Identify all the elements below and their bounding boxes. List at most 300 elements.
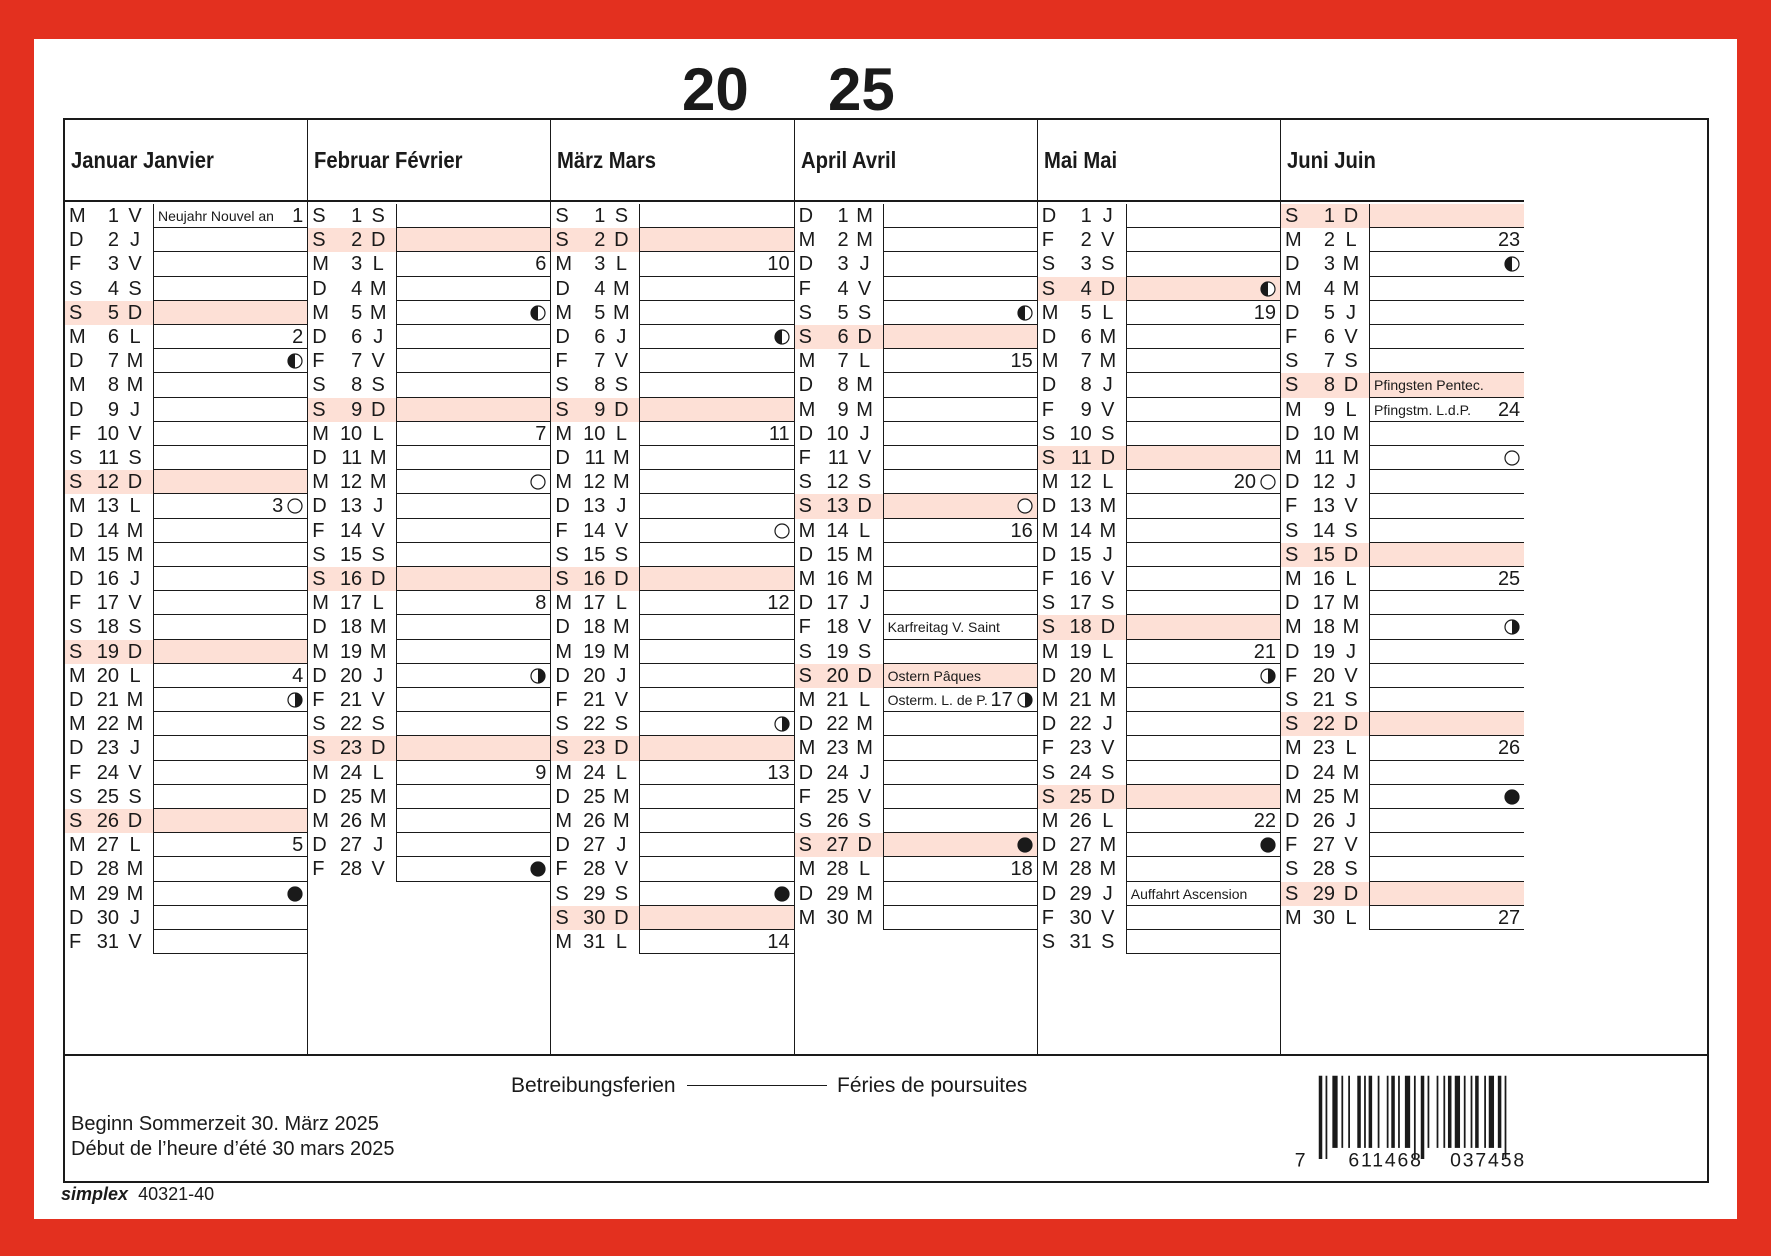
day-note-box[interactable]: [639, 882, 793, 906]
day-row[interactable]: [308, 688, 550, 712]
day-note-box[interactable]: [639, 470, 793, 494]
day-note-box[interactable]: [1369, 519, 1524, 543]
day-note-box[interactable]: [883, 446, 1037, 470]
day-note-box[interactable]: [153, 228, 307, 252]
day-row[interactable]: [1038, 325, 1280, 349]
day-note-box[interactable]: [153, 446, 307, 470]
day-note-box[interactable]: [153, 543, 307, 567]
day-row[interactable]: [1038, 615, 1280, 639]
day-row[interactable]: [1281, 591, 1524, 615]
day-row[interactable]: [308, 446, 550, 470]
day-note-box[interactable]: [639, 567, 793, 591]
day-row[interactable]: [1281, 857, 1524, 881]
day-row[interactable]: [1038, 736, 1280, 760]
day-row[interactable]: [308, 277, 550, 301]
day-row[interactable]: [551, 494, 793, 518]
day-row[interactable]: [1038, 252, 1280, 276]
day-note-box[interactable]: [883, 301, 1037, 325]
day-note-box[interactable]: [1369, 906, 1524, 930]
day-row[interactable]: [551, 857, 793, 881]
day-row[interactable]: [795, 785, 1037, 809]
day-row[interactable]: [308, 422, 550, 446]
day-row[interactable]: [551, 204, 793, 228]
day-note-box[interactable]: [1369, 664, 1524, 688]
day-note-box[interactable]: [1369, 688, 1524, 712]
day-row[interactable]: [795, 736, 1037, 760]
day-note-box[interactable]: [883, 470, 1037, 494]
day-row[interactable]: [795, 470, 1037, 494]
day-row[interactable]: [1038, 277, 1280, 301]
day-note-box[interactable]: [153, 567, 307, 591]
day-row[interactable]: [65, 422, 307, 446]
day-row[interactable]: [1281, 664, 1524, 688]
day-note-box[interactable]: [1369, 640, 1524, 664]
day-note-box[interactable]: [883, 640, 1037, 664]
day-note-box[interactable]: [883, 761, 1037, 785]
day-row[interactable]: [1281, 567, 1524, 591]
day-row[interactable]: [551, 882, 793, 906]
day-note-box[interactable]: [883, 252, 1037, 276]
day-row[interactable]: [1281, 470, 1524, 494]
day-row[interactable]: [65, 373, 307, 397]
day-row[interactable]: [795, 228, 1037, 252]
day-note-box[interactable]: [1126, 446, 1280, 470]
day-note-box[interactable]: [1369, 398, 1524, 422]
day-note-box[interactable]: [1369, 470, 1524, 494]
day-row[interactable]: [795, 543, 1037, 567]
day-row[interactable]: [1038, 688, 1280, 712]
day-note-box[interactable]: [883, 567, 1037, 591]
day-note-box[interactable]: [1126, 664, 1280, 688]
day-row[interactable]: [1281, 640, 1524, 664]
day-note-box[interactable]: [396, 252, 550, 276]
day-row[interactable]: [1038, 228, 1280, 252]
day-note-box[interactable]: [396, 761, 550, 785]
day-note-box[interactable]: [396, 712, 550, 736]
day-note-box[interactable]: [153, 688, 307, 712]
day-row[interactable]: [308, 349, 550, 373]
day-row[interactable]: [795, 688, 1037, 712]
day-row[interactable]: [1038, 640, 1280, 664]
day-row[interactable]: [1038, 446, 1280, 470]
day-note-box[interactable]: [153, 325, 307, 349]
day-note-box[interactable]: [153, 422, 307, 446]
day-note-box[interactable]: [639, 228, 793, 252]
day-note-box[interactable]: [396, 785, 550, 809]
day-row[interactable]: [1281, 204, 1524, 228]
day-row[interactable]: [65, 543, 307, 567]
day-note-box[interactable]: [396, 325, 550, 349]
day-note-box[interactable]: [1369, 712, 1524, 736]
day-note-box[interactable]: [639, 446, 793, 470]
day-note-box[interactable]: [1126, 906, 1280, 930]
day-note-box[interactable]: [396, 591, 550, 615]
day-row[interactable]: [308, 301, 550, 325]
day-note-box[interactable]: [639, 204, 793, 228]
day-row[interactable]: [795, 833, 1037, 857]
day-note-box[interactable]: [639, 833, 793, 857]
day-note-box[interactable]: [153, 519, 307, 543]
day-note-box[interactable]: [153, 882, 307, 906]
day-row[interactable]: [551, 930, 793, 954]
day-note-box[interactable]: [639, 785, 793, 809]
day-row[interactable]: [308, 736, 550, 760]
day-note-box[interactable]: [883, 349, 1037, 373]
day-row[interactable]: [65, 930, 307, 954]
day-note-box[interactable]: [883, 373, 1037, 397]
day-note-box[interactable]: [883, 833, 1037, 857]
day-note-box[interactable]: [396, 398, 550, 422]
day-note-box[interactable]: [883, 204, 1037, 228]
day-note-box[interactable]: [883, 882, 1037, 906]
day-note-box[interactable]: [153, 301, 307, 325]
day-note-box[interactable]: [396, 470, 550, 494]
day-row[interactable]: [795, 519, 1037, 543]
day-note-box[interactable]: [1126, 640, 1280, 664]
day-row[interactable]: [1281, 277, 1524, 301]
day-note-box[interactable]: [883, 591, 1037, 615]
day-row[interactable]: [795, 567, 1037, 591]
day-row[interactable]: [308, 761, 550, 785]
day-note-box[interactable]: [1369, 809, 1524, 833]
day-row[interactable]: [551, 615, 793, 639]
day-row[interactable]: [551, 785, 793, 809]
day-row[interactable]: [1038, 809, 1280, 833]
day-note-box[interactable]: [1369, 567, 1524, 591]
day-row[interactable]: [1038, 882, 1280, 906]
day-note-box[interactable]: [1126, 688, 1280, 712]
day-note-box[interactable]: [1126, 277, 1280, 301]
day-note-box[interactable]: [639, 494, 793, 518]
day-row[interactable]: [65, 301, 307, 325]
day-note-box[interactable]: [1126, 519, 1280, 543]
day-note-box[interactable]: [396, 567, 550, 591]
day-row[interactable]: [308, 470, 550, 494]
day-row[interactable]: [308, 252, 550, 276]
day-note-box[interactable]: [153, 785, 307, 809]
day-note-box[interactable]: [883, 325, 1037, 349]
day-note-box[interactable]: [396, 664, 550, 688]
day-note-box[interactable]: [883, 664, 1037, 688]
day-row[interactable]: [795, 422, 1037, 446]
day-note-box[interactable]: [1126, 543, 1280, 567]
day-note-box[interactable]: [1369, 494, 1524, 518]
day-note-box[interactable]: [1369, 882, 1524, 906]
day-row[interactable]: [65, 398, 307, 422]
day-note-box[interactable]: [1126, 398, 1280, 422]
day-row[interactable]: [1281, 398, 1524, 422]
day-note-box[interactable]: [1126, 930, 1280, 954]
day-row[interactable]: [551, 543, 793, 567]
day-row[interactable]: [795, 446, 1037, 470]
day-note-box[interactable]: [153, 809, 307, 833]
day-note-box[interactable]: [153, 373, 307, 397]
day-row[interactable]: [1038, 301, 1280, 325]
day-row[interactable]: [795, 277, 1037, 301]
day-note-box[interactable]: [1126, 252, 1280, 276]
day-row[interactable]: [65, 277, 307, 301]
day-row[interactable]: [308, 228, 550, 252]
day-row[interactable]: [795, 252, 1037, 276]
day-row[interactable]: [65, 228, 307, 252]
day-row[interactable]: [308, 664, 550, 688]
day-row[interactable]: [795, 906, 1037, 930]
day-row[interactable]: [65, 591, 307, 615]
day-row[interactable]: [1038, 761, 1280, 785]
day-note-box[interactable]: [396, 204, 550, 228]
day-row[interactable]: [551, 906, 793, 930]
day-note-box[interactable]: [639, 688, 793, 712]
day-row[interactable]: [1038, 906, 1280, 930]
day-note-box[interactable]: [639, 373, 793, 397]
day-note-box[interactable]: [883, 422, 1037, 446]
day-note-box[interactable]: [1126, 373, 1280, 397]
day-note-box[interactable]: [153, 640, 307, 664]
day-note-box[interactable]: [1369, 204, 1524, 228]
day-note-box[interactable]: [396, 422, 550, 446]
day-note-box[interactable]: [396, 736, 550, 760]
day-row[interactable]: [65, 494, 307, 518]
day-note-box[interactable]: [396, 228, 550, 252]
day-row[interactable]: [65, 906, 307, 930]
day-row[interactable]: [308, 785, 550, 809]
day-note-box[interactable]: [883, 398, 1037, 422]
day-row[interactable]: [308, 543, 550, 567]
day-note-box[interactable]: [1126, 809, 1280, 833]
day-row[interactable]: [65, 882, 307, 906]
day-note-box[interactable]: [1126, 736, 1280, 760]
day-row[interactable]: [65, 470, 307, 494]
day-note-box[interactable]: [883, 809, 1037, 833]
day-note-box[interactable]: [1126, 615, 1280, 639]
day-row[interactable]: [1038, 398, 1280, 422]
day-row[interactable]: [1281, 494, 1524, 518]
day-row[interactable]: [551, 373, 793, 397]
day-row[interactable]: [795, 615, 1037, 639]
day-note-box[interactable]: [396, 833, 550, 857]
day-row[interactable]: [1281, 252, 1524, 276]
day-row[interactable]: [1281, 543, 1524, 567]
day-note-box[interactable]: [1126, 567, 1280, 591]
day-note-box[interactable]: [396, 446, 550, 470]
day-note-box[interactable]: [1126, 882, 1280, 906]
day-row[interactable]: [65, 785, 307, 809]
day-row[interactable]: [65, 204, 307, 228]
day-row[interactable]: [1038, 373, 1280, 397]
day-row[interactable]: [795, 349, 1037, 373]
day-row[interactable]: [1281, 736, 1524, 760]
day-note-box[interactable]: [883, 519, 1037, 543]
day-row[interactable]: [1038, 857, 1280, 881]
day-note-box[interactable]: [883, 228, 1037, 252]
day-row[interactable]: [795, 664, 1037, 688]
day-note-box[interactable]: [153, 930, 307, 954]
day-note-box[interactable]: [883, 906, 1037, 930]
day-row[interactable]: [551, 228, 793, 252]
day-row[interactable]: [1281, 349, 1524, 373]
day-row[interactable]: [65, 640, 307, 664]
day-row[interactable]: [65, 567, 307, 591]
day-row[interactable]: [1281, 906, 1524, 930]
day-row[interactable]: [1281, 228, 1524, 252]
day-note-box[interactable]: [639, 906, 793, 930]
day-note-box[interactable]: [1369, 252, 1524, 276]
day-row[interactable]: [1038, 204, 1280, 228]
day-row[interactable]: [551, 349, 793, 373]
day-note-box[interactable]: [639, 857, 793, 881]
day-note-box[interactable]: [396, 373, 550, 397]
day-row[interactable]: [308, 519, 550, 543]
day-note-box[interactable]: [1369, 373, 1524, 397]
day-row[interactable]: [308, 640, 550, 664]
day-row[interactable]: [65, 736, 307, 760]
day-row[interactable]: [551, 833, 793, 857]
day-row[interactable]: [308, 204, 550, 228]
day-row[interactable]: [795, 591, 1037, 615]
day-note-box[interactable]: [639, 591, 793, 615]
day-note-box[interactable]: [1126, 325, 1280, 349]
day-row[interactable]: [65, 349, 307, 373]
day-note-box[interactable]: [1369, 591, 1524, 615]
day-row[interactable]: [1038, 785, 1280, 809]
day-note-box[interactable]: [1126, 470, 1280, 494]
day-note-box[interactable]: [1369, 761, 1524, 785]
day-row[interactable]: [795, 494, 1037, 518]
day-row[interactable]: [65, 833, 307, 857]
day-note-box[interactable]: [1126, 761, 1280, 785]
day-row[interactable]: [551, 761, 793, 785]
day-row[interactable]: [1281, 446, 1524, 470]
day-note-box[interactable]: [639, 930, 793, 954]
day-note-box[interactable]: [883, 857, 1037, 881]
day-note-box[interactable]: [1369, 615, 1524, 639]
day-note-box[interactable]: [883, 494, 1037, 518]
day-note-box[interactable]: [1126, 301, 1280, 325]
day-note-box[interactable]: [1369, 325, 1524, 349]
day-row[interactable]: [551, 809, 793, 833]
day-note-box[interactable]: [1126, 228, 1280, 252]
day-note-box[interactable]: [1369, 422, 1524, 446]
day-note-box[interactable]: [639, 349, 793, 373]
day-row[interactable]: [65, 325, 307, 349]
day-row[interactable]: [795, 398, 1037, 422]
day-note-box[interactable]: [153, 591, 307, 615]
day-note-box[interactable]: [639, 277, 793, 301]
day-row[interactable]: [1038, 349, 1280, 373]
day-note-box[interactable]: [1369, 857, 1524, 881]
day-note-box[interactable]: [1126, 349, 1280, 373]
day-note-box[interactable]: [1126, 857, 1280, 881]
day-note-box[interactable]: [396, 349, 550, 373]
day-row[interactable]: [65, 688, 307, 712]
day-row[interactable]: [795, 373, 1037, 397]
day-row[interactable]: [308, 591, 550, 615]
day-row[interactable]: [1038, 422, 1280, 446]
day-row[interactable]: [308, 833, 550, 857]
day-row[interactable]: [65, 857, 307, 881]
day-row[interactable]: [1281, 301, 1524, 325]
day-row[interactable]: [1281, 882, 1524, 906]
day-row[interactable]: [551, 470, 793, 494]
day-note-box[interactable]: [153, 906, 307, 930]
day-note-box[interactable]: [639, 325, 793, 349]
day-row[interactable]: [551, 277, 793, 301]
day-note-box[interactable]: [883, 736, 1037, 760]
day-row[interactable]: [1038, 494, 1280, 518]
day-note-box[interactable]: [396, 543, 550, 567]
day-note-box[interactable]: [639, 664, 793, 688]
day-note-box[interactable]: [1126, 422, 1280, 446]
day-row[interactable]: [65, 761, 307, 785]
day-note-box[interactable]: [1369, 301, 1524, 325]
day-row[interactable]: [1281, 519, 1524, 543]
day-note-box[interactable]: [883, 277, 1037, 301]
day-row[interactable]: [1281, 373, 1524, 397]
day-row[interactable]: [551, 736, 793, 760]
day-note-box[interactable]: [883, 543, 1037, 567]
day-row[interactable]: [1281, 712, 1524, 736]
day-row[interactable]: [65, 809, 307, 833]
day-row[interactable]: [1281, 833, 1524, 857]
day-row[interactable]: [65, 664, 307, 688]
day-note-box[interactable]: [639, 809, 793, 833]
day-row[interactable]: [795, 882, 1037, 906]
day-row[interactable]: [795, 301, 1037, 325]
day-note-box[interactable]: [883, 785, 1037, 809]
day-note-box[interactable]: [1369, 277, 1524, 301]
day-row[interactable]: [1038, 519, 1280, 543]
day-note-box[interactable]: [153, 204, 307, 228]
day-row[interactable]: [65, 446, 307, 470]
day-note-box[interactable]: [396, 277, 550, 301]
day-note-box[interactable]: [883, 688, 1037, 712]
day-note-box[interactable]: [153, 277, 307, 301]
day-row[interactable]: [551, 301, 793, 325]
day-row[interactable]: [1281, 809, 1524, 833]
day-note-box[interactable]: [639, 736, 793, 760]
day-row[interactable]: [551, 688, 793, 712]
day-note-box[interactable]: [153, 664, 307, 688]
day-note-box[interactable]: [1369, 543, 1524, 567]
day-row[interactable]: [1281, 615, 1524, 639]
day-row[interactable]: [1038, 712, 1280, 736]
day-note-box[interactable]: [1369, 349, 1524, 373]
day-note-box[interactable]: [153, 398, 307, 422]
day-row[interactable]: [1281, 422, 1524, 446]
day-row[interactable]: [795, 204, 1037, 228]
day-row[interactable]: [551, 325, 793, 349]
day-row[interactable]: [795, 809, 1037, 833]
day-row[interactable]: [795, 857, 1037, 881]
day-row[interactable]: [1038, 567, 1280, 591]
day-row[interactable]: [795, 712, 1037, 736]
day-note-box[interactable]: [639, 761, 793, 785]
day-note-box[interactable]: [883, 712, 1037, 736]
day-row[interactable]: [1038, 470, 1280, 494]
day-note-box[interactable]: [1369, 228, 1524, 252]
day-note-box[interactable]: [639, 422, 793, 446]
day-note-box[interactable]: [1369, 785, 1524, 809]
day-note-box[interactable]: [1126, 785, 1280, 809]
day-row[interactable]: [551, 640, 793, 664]
day-row[interactable]: [65, 615, 307, 639]
day-note-box[interactable]: [396, 640, 550, 664]
day-row[interactable]: [308, 809, 550, 833]
day-row[interactable]: [1038, 591, 1280, 615]
day-note-box[interactable]: [1126, 591, 1280, 615]
day-note-box[interactable]: [153, 615, 307, 639]
day-row[interactable]: [551, 422, 793, 446]
